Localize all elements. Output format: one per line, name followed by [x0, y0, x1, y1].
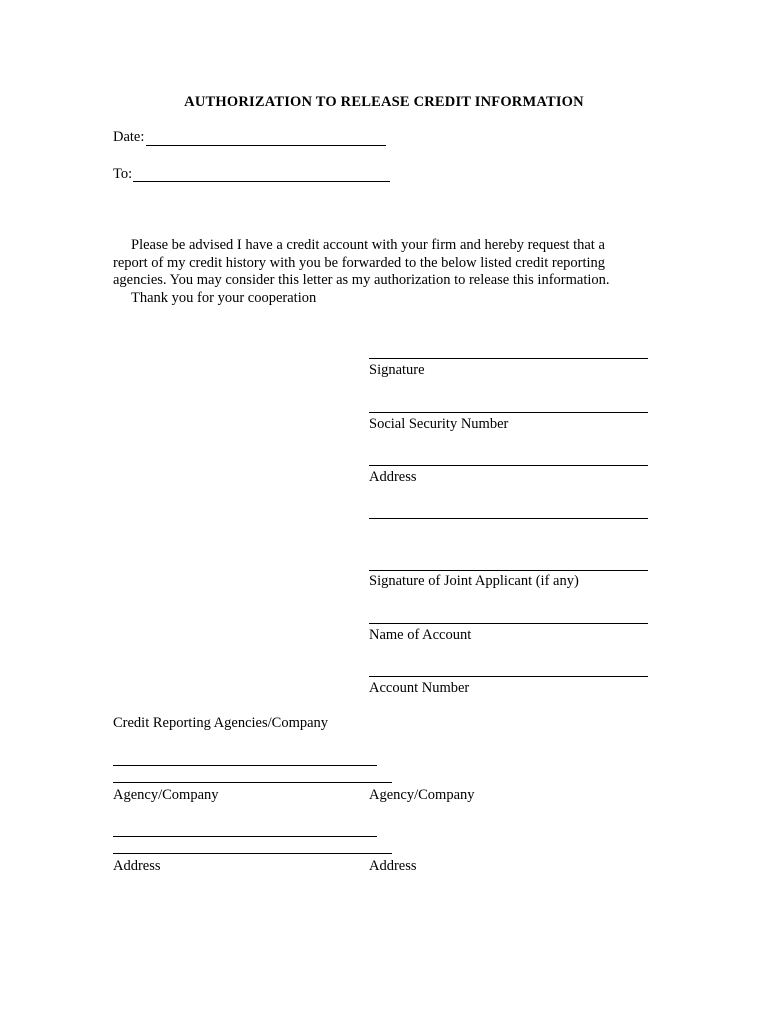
signature-field[interactable] — [369, 358, 648, 359]
address-line-2-field[interactable] — [369, 518, 648, 519]
agency-left-label: Agency/Company — [113, 787, 219, 803]
page-title: AUTHORIZATION TO RELEASE CREDIT INFORMATION — [184, 94, 584, 110]
ssn-label: Social Security Number — [369, 416, 509, 432]
agency-address-right-label: Address — [369, 858, 417, 874]
to-label: To: — [113, 166, 133, 182]
to-field[interactable] — [133, 181, 390, 182]
agency-address-shared-field[interactable] — [113, 853, 392, 854]
ssn-field[interactable] — [369, 412, 648, 413]
body-line-3: agencies. You may consider this letter as my authorization to release this information. — [113, 272, 610, 288]
agency-address-left-field[interactable] — [113, 836, 377, 837]
address-field[interactable] — [369, 465, 648, 466]
body-line-4: Thank you for your cooperation — [131, 289, 317, 306]
agency-address-left-label: Address — [113, 858, 161, 874]
agency-shared-field[interactable] — [113, 782, 392, 783]
date-field[interactable] — [146, 145, 386, 146]
joint-signature-label: Signature of Joint Applicant (if any) — [369, 573, 579, 589]
body-line-1: Please be advised I have a credit account with your firm and hereby request that a — [131, 237, 605, 253]
agency-right-label: Agency/Company — [369, 787, 475, 803]
agencies-heading: Credit Reporting Agencies/Company — [113, 715, 329, 731]
date-label: Date: — [113, 129, 145, 145]
account-name-label: Name of Account — [369, 627, 472, 643]
account-number-field[interactable] — [369, 676, 648, 677]
account-number-label: Account Number — [369, 680, 470, 696]
body-paragraph — [113, 237, 653, 307]
address-label: Address — [369, 469, 417, 485]
account-name-field[interactable] — [369, 623, 648, 624]
agency-left-field[interactable] — [113, 765, 377, 766]
body-line-2: report of my credit history with you be forwarded to the below listed credit reporting — [113, 254, 606, 271]
joint-signature-field[interactable] — [369, 570, 648, 571]
signature-label: Signature — [369, 362, 425, 378]
